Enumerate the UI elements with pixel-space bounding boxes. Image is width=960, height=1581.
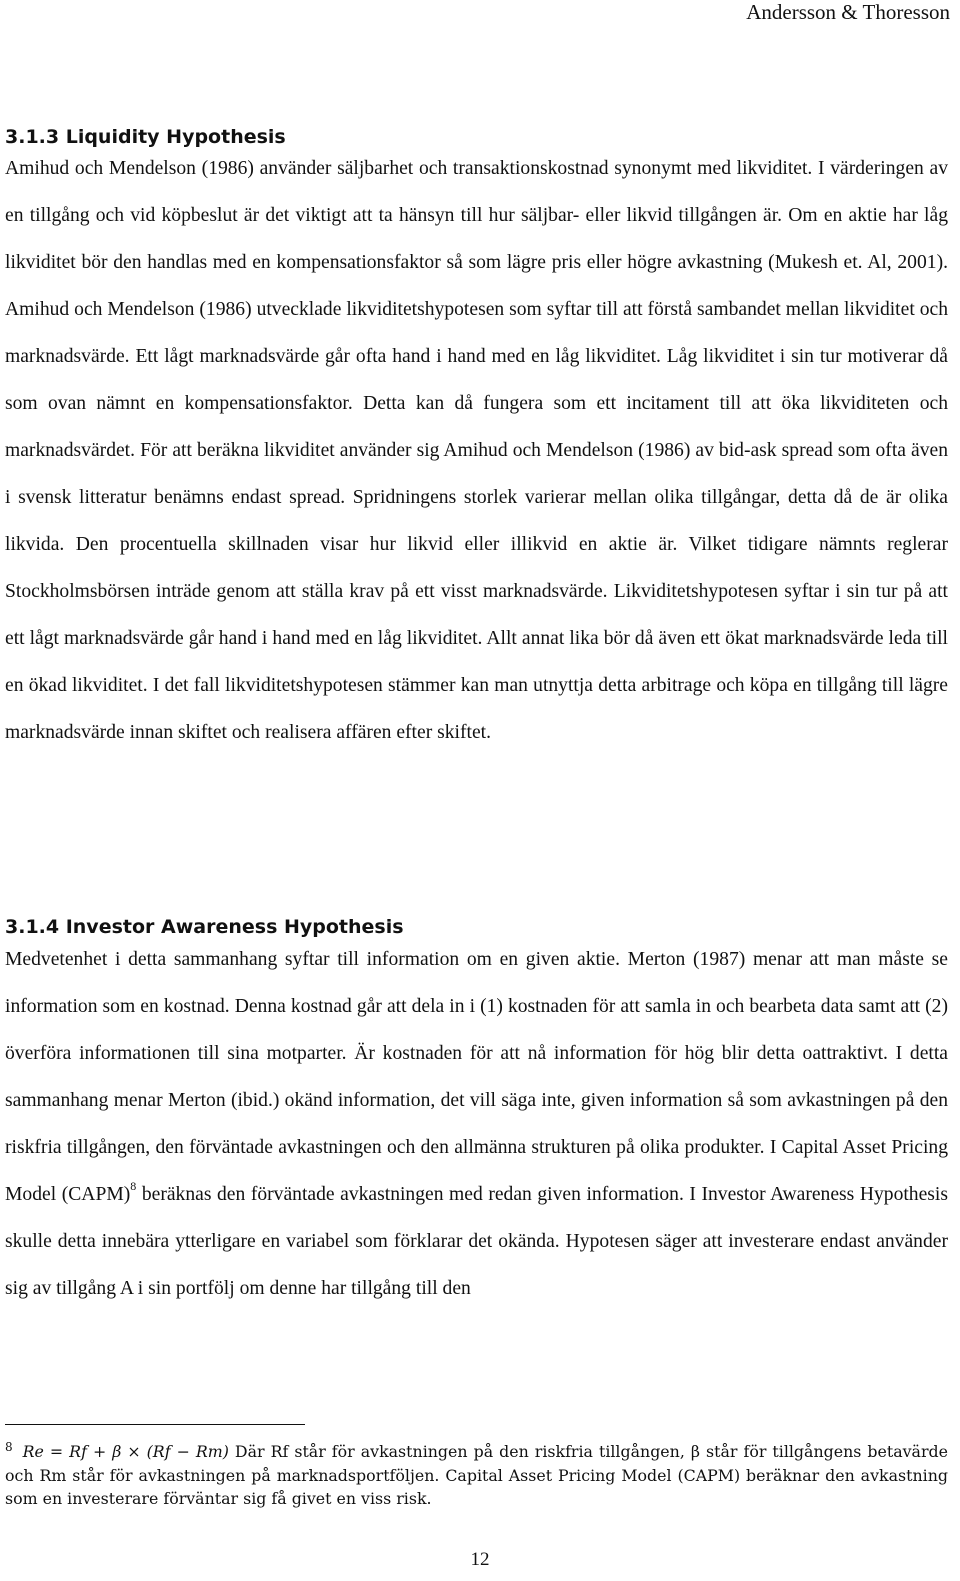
footnote (5, 1436, 948, 1511)
paragraph-investor-awareness (5, 936, 948, 1312)
running-header: Andersson & Thoresson (746, 0, 950, 24)
footnote-text: Där Rf står för avkastningen på den riskfria tillgången, β står för tillgångens betavärde och Rm står för avkastningen på marknadsportföljen. Capital Asset Pricing Model (CAPM) beräknar den avkastning som en investerare förväntar sig få givet en viss risk. (5, 1442, 948, 1508)
footnote-divider (5, 1424, 305, 1425)
section-heading-investor-awareness: 3.1.4 Investor Awareness Hypothesis (5, 916, 404, 938)
page-number: 12 (470, 1549, 490, 1570)
capm-formula: Re = Rf + β × (Rf − Rm) (22, 1442, 229, 1461)
paragraph-liquidity: Amihud och Mendelson (1986) använder säljbarhet och transaktionskostnad synonymt med likviditet. I värderingen av en tillgång och vid köpbeslut är det viktigt att ta hänsyn till hur säljbar- eller likvid tillgången är. Om en aktie har låg likviditet bör den handlas med en kompensationsfaktor så som lägre pris eller högre avkastning (Mukesh et. Al, 2001). Amihud och Mendelson (1986) utvecklade likviditetshypotesen som syftar till att förstå sambandet mellan likviditet och marknadsvärde. Ett lågt marknadsvärde går ofta hand i hand med en låg likviditet. Låg likviditet i sin tur motiverar då som ovan nämnt en kompensationsfaktor. Detta kan då fungera som ett incitament till att öka likviditeten och marknadsvärdet. För att beräkna likviditet använder sig Amihud och Mendelson (1986) av bid-ask spread som ofta även i svensk litteratur benämns endast spread. Spridningens storlek varierar mellan olika tillgångar, detta då de är olika likvida. Den procentuella skillnaden visar hur likvid eller illikvid en aktie är. Vilket tidigare nämnts reglerar Stockholmsbörsen inträde genom att ställa krav på ett visst marknadsvärde. Likviditetshypotesen syftar i sin tur på att ett lågt marknadsvärde går hand i hand med en låg likviditet. Allt annat lika bör då även ett ökat marknadsvärde leda till en ökad likviditet. I det fall likviditetshypotesen stämmer kan man utnyttja detta arbitrage och köpa en tillgång till lägre marknadsvärde innan skiftet och realisera affären efter skiftet. (5, 158, 948, 743)
paragraph-text-part1: Medvetenhet i detta sammanhang syftar till information om en given aktie. Merton (1987) menar att man måste se information som en kostnad. Denna kostnad går att dela in i (1) kostnaden för att samla in och bearbeta data samt att (2) överföra informationen till sina motparter. Är kostnaden för att nå information för hög blir detta oattraktivt. I detta sammanhang menar Merton (ibid.) okänd information, det vill säga inte, given information så som avkastningen på den riskfria tillgången, den förväntade avkastningen och den allmänna strukturen på olika produkter. I Capital Asset Pricing Model (CAPM) (5, 949, 948, 1205)
footnote-reference[interactable]: 8 (130, 1179, 137, 1193)
footnote-number: 8 (5, 1440, 13, 1454)
section-heading-liquidity: 3.1.3 Liquidity Hypothesis (5, 126, 286, 148)
paragraph-text-part2: beräknas den förväntade avkastningen med redan given information. I Investor Awareness Hypothesis skulle detta innebära ytterligare en variabel som förklarar det okända. Hypotesen säger att investerare endast använder sig av tillgång A i sin portfölj om denne har tillgång till den (5, 1184, 948, 1299)
